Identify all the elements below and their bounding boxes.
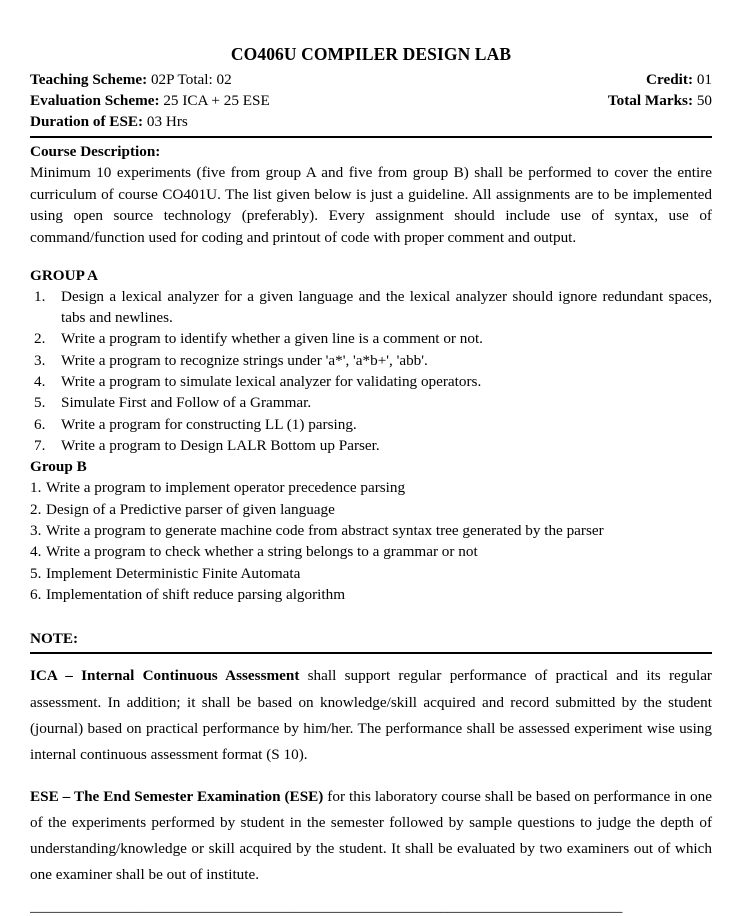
- teaching-scheme-left: [30, 70, 232, 91]
- list-item-number: 5.: [30, 564, 42, 582]
- group-a-list: [30, 286, 712, 456]
- list-item-text: Write a program to recognize strings under 'a*', 'a*b+', 'abb'.: [61, 351, 428, 369]
- list-item: [30, 584, 712, 605]
- total-marks-value: 50: [693, 92, 712, 110]
- course-description-heading: Course Description:: [30, 143, 161, 161]
- teaching-scheme-label: Teaching Scheme:: [30, 71, 148, 89]
- list-item-text: Write a program to generate machine code from abstract syntax tree generated by the parser: [46, 522, 604, 539]
- total-marks-right: [608, 91, 712, 112]
- scheme-block: [30, 70, 712, 133]
- duration-left: [30, 112, 188, 133]
- list-item-number: 3.: [30, 522, 42, 539]
- page-title: CO406U COMPILER DESIGN LAB: [230, 44, 512, 64]
- list-item-number: 4.: [30, 543, 42, 561]
- evaluation-scheme-value: 25 ICA + 25 ESE: [159, 92, 270, 110]
- course-description-text: Minimum 10 experiments (five from group A and five from group B) shall be performed to cover the entire curriculum of course CO401U. The list given below is just a guideline. All assignments are to be implemented using open source technology (preferably). Every assignment should include use of syntax, use of command/function used for coding and printout of code with proper comment and output.: [30, 164, 712, 247]
- list-item-number: 2.: [34, 330, 46, 348]
- spacer-before-footer-rule: [30, 889, 712, 898]
- list-item: [30, 371, 712, 392]
- scheme-row-teaching: [30, 70, 712, 91]
- list-item-text: Write a program to implement operator precedence parsing: [46, 479, 406, 497]
- list-item-text: Write a program to identify whether a given line is a comment or not.: [61, 330, 483, 348]
- ese-body-text: for this laboratory course shall be based on performance in one of the experiments performed by student in the semester followed by sample questions to judge the depth of understanding/knowledge or skill acquired by the student. It shall be evaluated by two examiners out of which one examiner shall be out of institute.: [30, 787, 712, 884]
- spacer-after-note-rule: [30, 654, 712, 663]
- footer-underscore-rule: ______________________________________________________________________________: [30, 897, 623, 915]
- list-item: [30, 286, 712, 329]
- document-content: [30, 0, 712, 916]
- list-item: [30, 328, 712, 349]
- total-marks-label: Total Marks:: [607, 92, 694, 110]
- list-item: [30, 520, 712, 541]
- evaluation-scheme-left: [30, 91, 270, 112]
- list-item: [30, 541, 712, 562]
- list-item-number: 5.: [34, 394, 46, 412]
- ese-lead-label: ESE – The End Semester Examination (ESE): [30, 787, 324, 805]
- list-item-number: 1.: [30, 479, 42, 497]
- group-a-heading: GROUP A: [30, 266, 98, 284]
- scheme-row-duration: [30, 112, 712, 133]
- credit-right: [646, 70, 712, 91]
- list-item: [30, 499, 712, 520]
- group-b-heading: Group B: [30, 458, 87, 476]
- evaluation-scheme-label: Evaluation Scheme:: [30, 92, 160, 110]
- list-item-number: 4.: [34, 373, 46, 391]
- spacer-before-group-a: [30, 249, 712, 265]
- list-item-text: Write a program to Design LALR Bottom up Parser.: [61, 436, 380, 454]
- list-item: [30, 477, 712, 498]
- group-b-list: [30, 477, 712, 605]
- list-item-text: Write a program for constructing LL (1) parsing.: [61, 415, 357, 433]
- list-item-text: Implement Deterministic Finite Automata: [46, 564, 301, 582]
- teaching-scheme-value: 02P Total: 02: [147, 71, 232, 89]
- list-item-number: 1.: [34, 287, 46, 305]
- duration-label: Duration of ESE:: [30, 113, 144, 131]
- duration-value: 03 Hrs: [143, 113, 188, 131]
- list-item-number: 6.: [30, 585, 42, 603]
- list-item-text: Design of a Predictive parser of given language: [46, 500, 335, 518]
- list-item-number: 7.: [34, 436, 46, 454]
- ica-paragraph: [30, 663, 712, 768]
- list-item: [30, 435, 712, 456]
- list-item-text: Design a lexical analyzer for a given language and the lexical analyzer should ignore redundant spaces, tabs and newlines.: [61, 287, 712, 327]
- list-item: [30, 563, 712, 584]
- list-item-text: Write a program to check whether a string belongs to a grammar or not: [46, 543, 478, 561]
- ese-paragraph: [30, 784, 712, 889]
- list-item: [30, 392, 712, 413]
- credit-label: Credit:: [646, 71, 694, 89]
- list-item: [30, 414, 712, 435]
- spacer-between-note-paras: [30, 768, 712, 784]
- note-heading: NOTE:: [30, 630, 79, 648]
- list-item-text: Simulate First and Follow of a Grammar.: [61, 394, 312, 412]
- ica-body-text: shall support regular performance of practical and its regular assessment. In addition; it shall be based on knowledge/skill acquired and record submitted by the student (journal) based on practical performance by him/her. The performance shall be assessed experiment wise using internal continuous assessment format (S 10).: [30, 667, 712, 763]
- spacer-before-note: [30, 605, 712, 625]
- scheme-row-evaluation: [30, 91, 712, 112]
- list-item-number: 6.: [34, 415, 46, 433]
- header-divider-rule: [30, 136, 712, 138]
- list-item-number: 3.: [34, 351, 46, 369]
- list-item: [30, 350, 712, 371]
- ica-lead-label: ICA – Internal Continuous Assessment: [30, 667, 300, 685]
- credit-value: 01: [693, 71, 712, 89]
- list-item-number: 2.: [30, 500, 42, 518]
- list-item-text: Implementation of shift reduce parsing algorithm: [46, 585, 346, 603]
- list-item-text: Write a program to simulate lexical analyzer for validating operators.: [61, 373, 482, 391]
